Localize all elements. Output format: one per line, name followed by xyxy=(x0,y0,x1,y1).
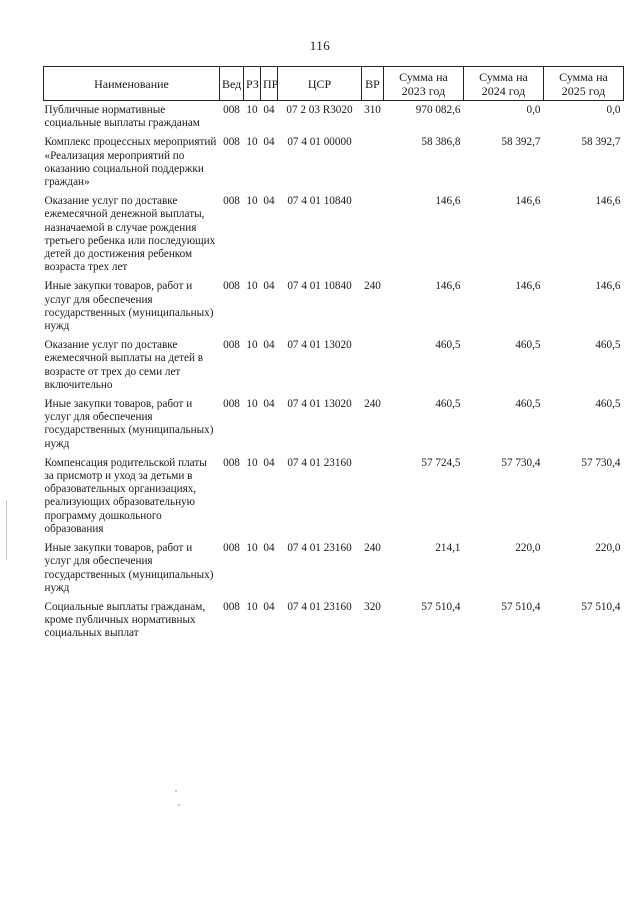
row-rz: 10 xyxy=(246,456,258,469)
row-name: Социальные выплаты гражданам, кроме публичных нормативных социальных выплат xyxy=(44,600,206,640)
row-pr: 04 xyxy=(263,195,275,208)
row-pr: 04 xyxy=(263,542,275,555)
row-sum-2025: 146,6 xyxy=(595,280,621,293)
row-csr: 07 4 01 23160 xyxy=(287,542,352,555)
row-vr: 320 xyxy=(364,600,381,613)
row-rz: 10 xyxy=(246,398,258,411)
scan-margin-mark xyxy=(6,500,7,560)
scan-speck xyxy=(178,804,180,806)
row-ved: 008 xyxy=(223,542,240,555)
row-csr: 07 4 01 13020 xyxy=(287,398,352,411)
row-csr: 07 4 01 13020 xyxy=(287,339,352,352)
row-name: Оказание услуг по доставке ежемесячной денежной выплаты, назначаемой в случае рождения третьего ребенка или последующих детей до достижения ребенком возраста трех лет xyxy=(44,195,216,274)
row-ved: 008 xyxy=(223,339,240,352)
row-sum-2023: 57 510,4 xyxy=(421,600,461,613)
header-sum-2024: Сумма на 2024 год xyxy=(464,67,544,101)
scan-speck xyxy=(175,790,177,792)
row-name: Комплекс процессных мероприятий «Реализация мероприятий по оказанию социальной поддержки граждан» xyxy=(44,136,217,189)
row-sum-2023: 146,6 xyxy=(435,195,461,208)
row-rz: 10 xyxy=(246,104,258,116)
row-sum-2024: 146,6 xyxy=(515,280,541,293)
row-sum-2024: 57 510,4 xyxy=(501,600,541,613)
row-csr: 07 4 01 23160 xyxy=(287,600,352,613)
header-rz: РЗ xyxy=(244,67,261,101)
row-rz: 10 xyxy=(246,195,258,208)
row-csr: 07 2 03 R3020 xyxy=(286,104,353,116)
row-pr: 04 xyxy=(263,339,275,352)
row-sum-2025: 57 510,4 xyxy=(581,600,621,613)
row-sum-2024: 58 392,7 xyxy=(501,136,541,149)
table-header xyxy=(44,67,624,101)
row-ved: 008 xyxy=(223,600,240,613)
row-name: Компенсация родительской платы за присмотр и уход за детьми в образовательных организациях, реализующих образовательную программу дошкольного образования xyxy=(44,456,207,535)
row-sum-2024: 460,5 xyxy=(515,398,541,411)
row-csr: 07 4 01 00000 xyxy=(287,136,352,149)
row-sum-2024: 57 730,4 xyxy=(501,456,541,469)
row-sum-2024: 460,5 xyxy=(515,339,541,352)
row-vr xyxy=(362,339,384,398)
budget-table xyxy=(43,66,624,647)
row-rz: 10 xyxy=(246,136,258,149)
header-ved: Вед xyxy=(220,67,244,101)
header-name: Наименование xyxy=(44,67,220,101)
row-rz: 10 xyxy=(246,339,258,352)
row-vr xyxy=(362,136,384,195)
row-csr: 07 4 01 23160 xyxy=(287,456,352,469)
row-csr: 07 4 01 10840 xyxy=(287,280,352,293)
row-ved: 008 xyxy=(223,195,240,208)
table-row xyxy=(44,101,624,137)
row-pr: 04 xyxy=(263,280,275,293)
row-ved: 008 xyxy=(223,398,240,411)
header-vr: ВР xyxy=(362,67,384,101)
row-sum-2023: 460,5 xyxy=(435,339,461,352)
row-pr: 04 xyxy=(263,398,275,411)
table-row xyxy=(44,542,624,601)
row-sum-2025: 220,0 xyxy=(595,542,621,555)
header-pr: ПР xyxy=(261,67,278,101)
row-sum-2024: 146,6 xyxy=(515,195,541,208)
table-body xyxy=(44,101,624,647)
header-sum-2023: Сумма на 2023 год xyxy=(384,67,464,101)
row-name: Иные закупки товаров, работ и услуг для обеспечения государственных (муниципальных) нужд xyxy=(44,542,214,594)
row-sum-2023: 57 724,5 xyxy=(421,456,461,469)
header-csr: ЦСР xyxy=(278,67,362,101)
row-vr xyxy=(362,195,384,280)
row-sum-2023: 146,6 xyxy=(435,280,461,293)
table-row xyxy=(44,457,624,542)
table-row xyxy=(44,195,624,280)
row-vr xyxy=(362,457,384,542)
row-vr: 240 xyxy=(364,398,381,411)
row-rz: 10 xyxy=(246,542,258,555)
row-sum-2024: 0,0 xyxy=(526,104,541,116)
row-ved: 008 xyxy=(223,280,240,293)
row-sum-2025: 146,6 xyxy=(595,195,621,208)
table-row xyxy=(44,339,624,398)
row-pr: 04 xyxy=(263,136,275,149)
row-rz: 10 xyxy=(246,280,258,293)
table-row xyxy=(44,398,624,457)
row-vr: 240 xyxy=(364,280,381,293)
page-number: 116 xyxy=(309,38,331,53)
header-sum-2025: Сумма на 2025 год xyxy=(544,67,624,101)
row-sum-2023: 58 386,8 xyxy=(421,136,461,149)
row-sum-2023: 460,5 xyxy=(435,398,461,411)
row-pr: 04 xyxy=(263,456,275,469)
row-sum-2024: 220,0 xyxy=(515,542,541,555)
row-pr: 04 xyxy=(263,600,275,613)
row-sum-2025: 460,5 xyxy=(595,398,621,411)
row-name: Иные закупки товаров, работ и услуг для обеспечения государственных (муниципальных) нужд xyxy=(44,280,214,333)
row-rz: 10 xyxy=(246,600,258,613)
row-vr: 240 xyxy=(364,542,381,555)
row-sum-2025: 57 730,4 xyxy=(581,456,621,469)
row-vr: 310 xyxy=(364,104,381,116)
row-ved: 008 xyxy=(223,136,240,149)
row-sum-2023: 970 082,6 xyxy=(415,104,461,116)
row-csr: 07 4 01 10840 xyxy=(287,195,352,208)
row-name: Публичные нормативные социальные выплаты гражданам xyxy=(44,104,200,130)
row-pr: 04 xyxy=(263,104,275,116)
row-sum-2025: 460,5 xyxy=(595,339,621,352)
row-sum-2025: 0,0 xyxy=(606,104,621,116)
row-sum-2023: 214,1 xyxy=(435,542,461,555)
table-row xyxy=(44,136,624,195)
row-ved: 008 xyxy=(223,456,240,469)
row-sum-2025: 58 392,7 xyxy=(581,136,621,149)
row-name: Оказание услуг по доставке ежемесячной выплаты на детей в возрасте от трех до семи лет включительно xyxy=(44,339,204,391)
table-row xyxy=(44,601,624,647)
row-name: Иные закупки товаров, работ и услуг для обеспечения государственных (муниципальных) нужд xyxy=(44,398,214,450)
table-row xyxy=(44,280,624,339)
row-ved: 008 xyxy=(223,104,240,116)
